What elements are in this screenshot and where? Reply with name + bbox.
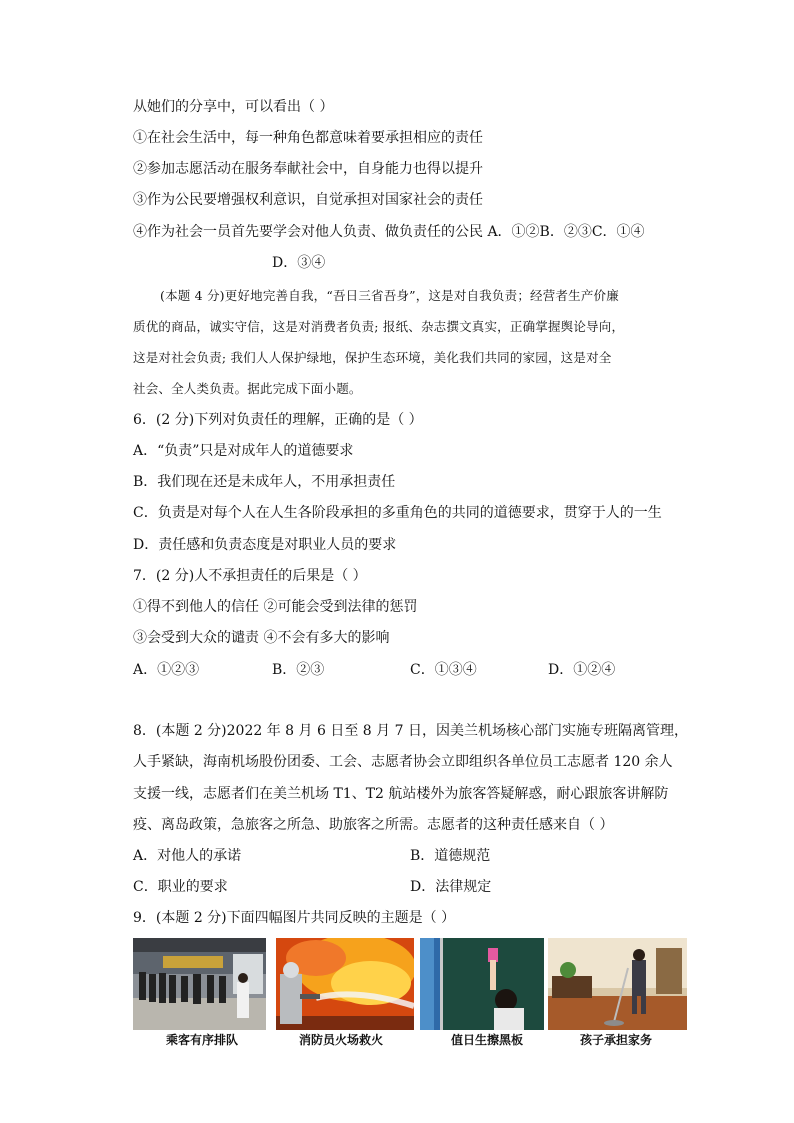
q6-option-d: D．责任感和负责态度是对职业人员的要求 bbox=[133, 537, 397, 553]
q8-line-4: 疫、离岛政策，急旅客之所急、助旅客之所需。志愿者的这种责任感来自（ ） bbox=[133, 817, 614, 833]
q7-statements-1: ①得不到他人的信任 ②可能会受到法律的惩罚 bbox=[133, 599, 418, 615]
caption-3: 值日生擦黑板 bbox=[451, 1033, 524, 1047]
option-d: D．③④ bbox=[272, 255, 326, 271]
photo-passengers-queue bbox=[133, 938, 266, 1030]
passage-line-2: 质优的商品，诚实守信，这是对消费者负责; 报纸、杂志撰文真实，正确掌握舆论导向， bbox=[133, 319, 625, 334]
caption-1: 乘客有序排队 bbox=[166, 1033, 239, 1047]
q6-option-b: B．我们现在还是未成年人，不用承担责任 bbox=[133, 474, 396, 490]
q7-option-b: B．②③ bbox=[272, 662, 325, 678]
passage-line-4: 社会、全人类负责。据此完成下面小题。 bbox=[133, 381, 362, 396]
photo-student-blackboard bbox=[420, 938, 544, 1030]
q8-option-d: D．法律规定 bbox=[410, 879, 492, 895]
q9-stem: 9．(本题 2 分)下面四幅图片共同反映的主题是（ ） bbox=[133, 910, 456, 926]
caption-4: 孩子承担家务 bbox=[580, 1033, 653, 1047]
q7-option-d: D．①②④ bbox=[548, 662, 616, 678]
photo-firefighter bbox=[276, 938, 414, 1030]
q8-line-2: 人手紧缺，海南机场股份团委、工会、志愿者协会立即组织各单位员工志愿者 120 余人 bbox=[133, 754, 673, 770]
q8-option-c: C．职业的要求 bbox=[133, 879, 228, 895]
q6-stem: 6．(2 分)下列对负责任的理解，正确的是（ ） bbox=[133, 412, 423, 428]
q7-stem: 7．(2 分)人不承担责任的后果是（ ） bbox=[133, 568, 367, 584]
caption-2: 消防员火场救火 bbox=[299, 1033, 384, 1047]
photo-child-chores bbox=[548, 938, 687, 1030]
q6-option-a: A．“负责”只是对成年人的道德要求 bbox=[133, 443, 354, 459]
statement-2: ②参加志愿活动在服务奉献社会中，自身能力也得以提升 bbox=[133, 161, 483, 177]
q8-line-1: 8．(本题 2 分)2022 年 8 月 6 日至 8 月 7 日，因美兰机场核心部门实施专班隔离管理， bbox=[133, 723, 688, 739]
q6-option-c: C．负责是对每个人在人生各阶段承担的多重角色的共同的道德要求，贯穿于人的一生 bbox=[133, 505, 662, 521]
question-stem: 从她们的分享中，可以看出（ ） bbox=[133, 99, 334, 115]
q8-line-3: 支援一线，志愿者们在美兰机场 T1、T2 航站楼外为旅客答疑解惑，耐心跟旅客讲解防 bbox=[133, 786, 669, 802]
statement-3: ③作为公民要增强权利意识，自觉承担对国家社会的责任 bbox=[133, 192, 483, 208]
passage-line-1: (本题 4 分)更好地完善自我，“吾日三省吾身”，这是对自我负责；经营者生产价廉 bbox=[160, 288, 619, 303]
q8-option-a: A．对他人的承诺 bbox=[133, 848, 242, 864]
q7-option-c: C．①③④ bbox=[410, 662, 477, 678]
statement-4-with-options: ④作为社会一员首先要学会对他人负责、做负责任的公民 A．①②B．②③C．①④ bbox=[133, 224, 645, 240]
statement-1: ①在社会生活中，每一种角色都意味着要承担相应的责任 bbox=[133, 130, 483, 146]
q8-option-b: B．道德规范 bbox=[410, 848, 491, 864]
q7-option-a: A．①②③ bbox=[133, 662, 200, 678]
q7-statements-2: ③会受到大众的谴责 ④不会有多大的影响 bbox=[133, 630, 390, 646]
passage-line-3: 这是对社会负责; 我们人人保护绿地，保护生态环境，美化我们共同的家园，这是对全 bbox=[133, 350, 612, 365]
